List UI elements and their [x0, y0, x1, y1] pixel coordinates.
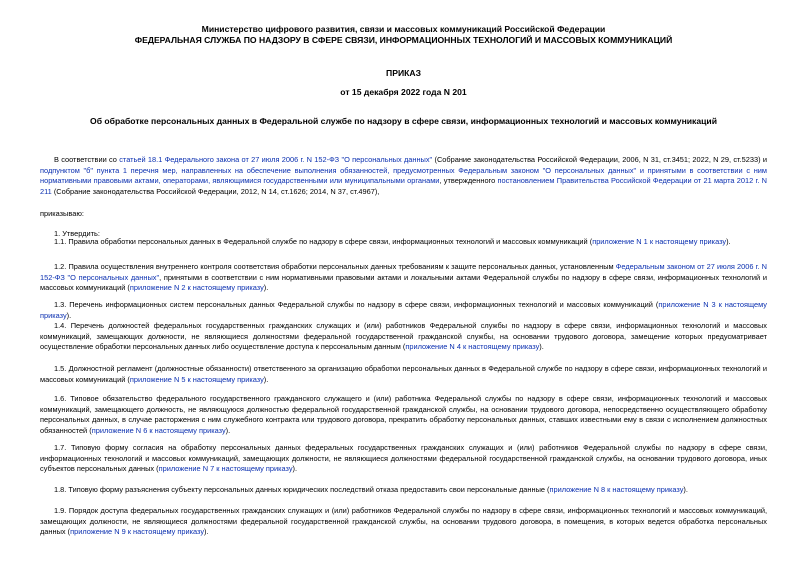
item-text: 1.9. Порядок доступа федеральных государственных гражданских служащих и (или) работников Федеральной службы по надзору в сфере связи, информационных технологий и массовых коммуникаций, замещающих должности, не являющиеся должностями федеральной государственной гражданской службы, на основании трудового договора, в помещения, в которых ведется обработка персональных данных (: [40, 506, 767, 537]
item-1-6: [40, 394, 767, 436]
appendix-6-link[interactable]: приложение N 6 к настоящему приказу: [91, 425, 226, 435]
item-1-9: [40, 506, 767, 538]
law-152-link[interactable]: статьей 18.1 Федерального закона от 27 июля 2006 г. N 152-ФЗ "О персональных данных": [119, 155, 433, 164]
appendix-9-link[interactable]: приложение N 9 к настоящему приказу: [70, 527, 205, 537]
item-text: ).: [263, 374, 269, 384]
item-1-3: [40, 300, 767, 321]
preamble-text: В соответствии со: [54, 155, 120, 164]
item-text: ).: [263, 283, 269, 293]
item-text: ).: [683, 485, 688, 494]
item-text: 1.7. Типовую форму согласия на обработку персональных данных федеральных государственных гражданских служащих и (или) работников Федеральной службы по надзору в сфере связи, информационных технологий и массовых коммуникаций, замещающих должности, не являющиеся должностями федеральной государственной гражданской службы, на основании трудового договора, иных субъектов персональных данных (: [40, 443, 767, 474]
appendix-2-link[interactable]: приложение N 2 к настоящему приказу: [129, 283, 264, 293]
government-decree-link[interactable]: постановлением Правительства Российской Федерации от 21 марта 2012 г. N 211: [40, 176, 767, 196]
item-text: 1.2. Правила осуществления внутреннего контроля соответствия обработки персональных данных требованиям к защите персональных данных, установленным: [54, 262, 616, 271]
item-text: ).: [204, 527, 209, 537]
appendix-3-link[interactable]: приложение N 3 к настоящему приказу: [40, 300, 768, 320]
item-1-8: [40, 485, 767, 496]
doc-date: от 15 декабря 2022 года N 201: [340, 87, 467, 97]
item-text: 1.3. Перечень информационных систем персональных данных Федеральной службы по надзору в сфере связи, информационных технологий и массовых коммуникаций (: [54, 300, 659, 309]
item-1-7: [40, 443, 767, 475]
law-152-link[interactable]: Федеральным законом от 27 июля 2006 г. N 152-ФЗ "О персональных данных": [40, 262, 768, 282]
appendix-4-link[interactable]: приложение N 4 к настоящему приказу: [405, 342, 540, 352]
item-1-4: [40, 321, 767, 353]
item-text: ).: [292, 464, 298, 474]
item-1-1: [40, 237, 767, 248]
doc-title: Об обработке персональных данных в Федеральной службе по надзору в сфере связи, информационных технологий и массовых коммуникаций: [90, 116, 717, 126]
item-text: ).: [726, 237, 731, 246]
order-word: приказываю:: [40, 209, 84, 218]
item-text: ).: [66, 310, 72, 320]
item-text: ).: [539, 342, 544, 352]
item-1-5: [40, 364, 767, 385]
appendix-7-link[interactable]: приложение N 7 к настоящему приказу: [158, 464, 293, 474]
appendix-8-link[interactable]: приложение N 8 к настоящему приказу: [549, 485, 684, 494]
preamble-text: (Собрание законодательства Российской Федерации, 2006, N 31, ст.3451; 2022, N 29, ст.5233) и: [432, 155, 768, 164]
ministry-name: Министерство цифрового развития, связи и массовых коммуникаций Российской Федерации: [201, 24, 606, 34]
item-text: ).: [225, 425, 231, 435]
appendix-1-link[interactable]: приложение N 1 к настоящему приказу: [592, 237, 727, 246]
preamble-text: , утвержденного: [439, 176, 498, 186]
appendix-5-link[interactable]: приложение N 5 к настоящему приказу: [129, 374, 264, 384]
item-text: 1.5. Должностной регламент (должностные обязанности) ответственного за организацию обработки персональных данных в Федеральной службе по надзору в сфере связи, информационных технологий и массовых коммуникаций (: [40, 364, 767, 384]
preamble: [40, 155, 767, 197]
measures-list-link[interactable]: подпунктом "б" пункта 1 перечня мер, направленных на обеспечение выполнения обязанностей, предусмотренных Федеральным законом "О персональных данных" и принятыми в соответствии с ним нормативными правовыми актами, операторами, являющимися государственными или муниципальными органами: [40, 165, 767, 186]
approve-heading: 1. Утвердить:: [54, 229, 100, 238]
item-text: 1.8. Типовую форму разъяснения субъекту персональных данных юридических последствий отказа предоставить свои персональные данные (: [54, 485, 550, 494]
item-text: 1.4. Перечень должностей федеральных государственных гражданских служащих и (или) работников Федеральной службы по надзору в сфере связи, информационных технологий и массовых коммуникаций, замещающих должности, не являющиеся должностями федеральной государственной гражданской службы, на основании трудового договора, замещение которых предусматривает осуществление обработки персональных данных либо осуществление доступа к персональным данным (: [40, 321, 767, 352]
preamble-text: (Собрание законодательства Российской Федерации, 2012, N 14, ст.1626; 2014, N 37, ст.4967),: [51, 186, 380, 196]
doc-type: ПРИКАЗ: [386, 68, 421, 78]
item-text: , принятыми в соответствии с ним нормативными правовыми актами и локальными актами Федеральной службы по надзору в сфере связи, информационных технологий и массовых коммуникаций (: [40, 272, 767, 293]
service-name: ФЕДЕРАЛЬНАЯ СЛУЖБА ПО НАДЗОРУ В СФЕРЕ СВЯЗИ, ИНФОРМАЦИОННЫХ ТЕХНОЛОГИЙ И МАССОВЫХ КОММУНИКАЦИЙ: [134, 35, 673, 45]
item-text: 1.6. Типовое обязательство федерального государственного гражданского служащего и (или) работника Федеральной службы по надзору в сфере связи, информационных технологий и массовых коммуникаций, замещающего должность, не являющуюся должностью федеральной государственной гражданской службы, на основании трудового договора, непосредственно осуществляющего обработку персональных данных, в случае расторжения с ним служебного контракта или трудового договора, прекратить обработку персональных данных, ставших известными ему в связи с исполнением должностных обязанностей (: [40, 394, 767, 435]
item-1-2: [40, 262, 767, 294]
item-text: 1.1. Правила обработки персональных данных в Федеральной службе по надзору в сфере связи, информационных технологий и массовых коммуникаций (: [54, 237, 593, 246]
